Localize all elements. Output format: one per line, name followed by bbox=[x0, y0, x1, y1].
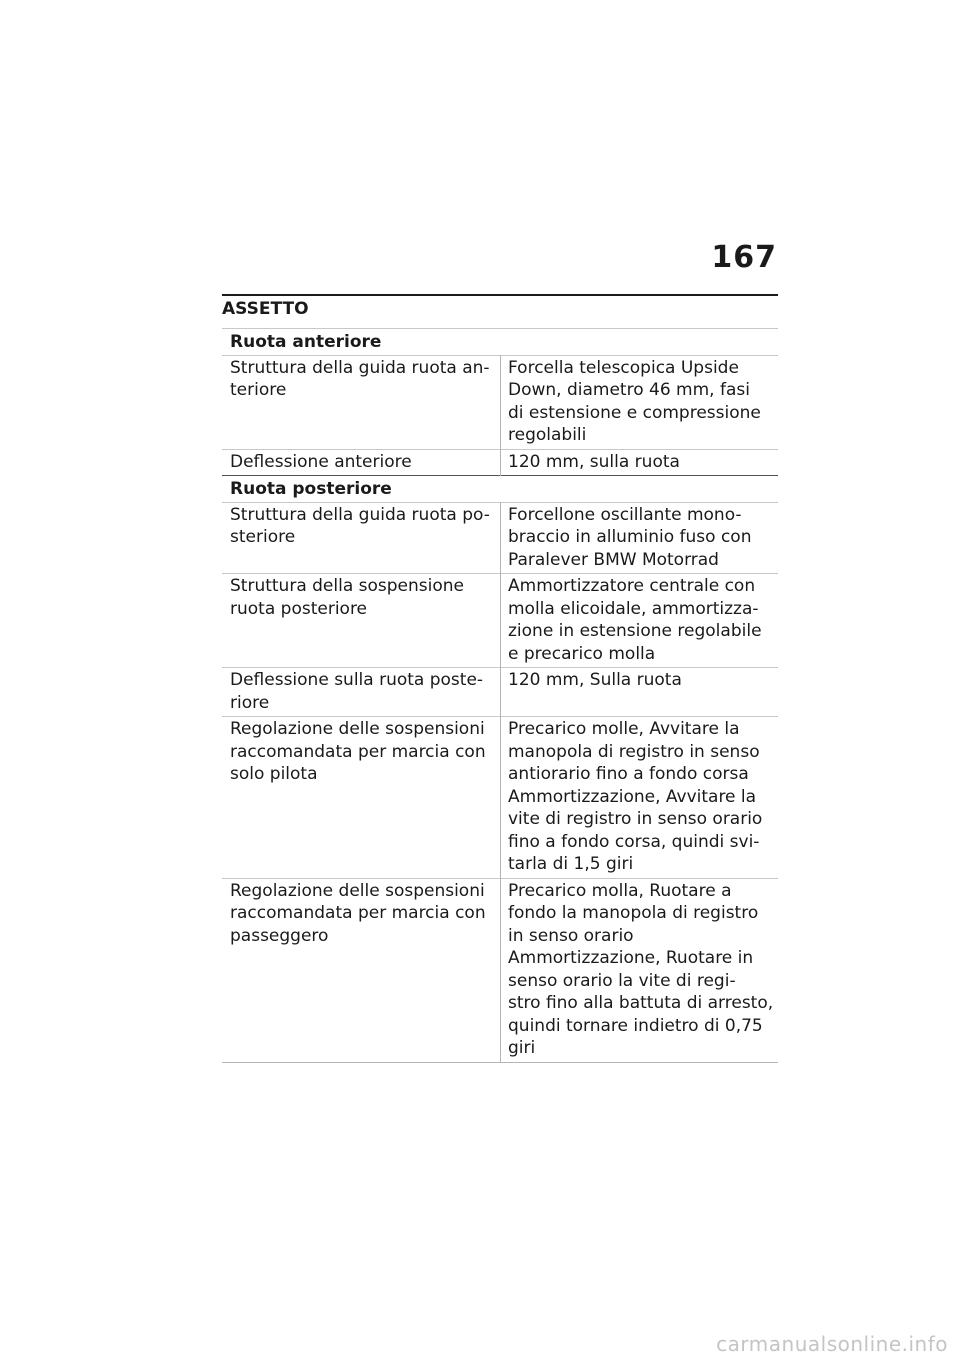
row-label: Regolazione delle sospensioni raccomandata per marcia con passeggero bbox=[230, 880, 486, 946]
row-value: Ammortizzatore centrale con molla elicoidale, ammortizza- zione in estensione regolabile e precarico molla bbox=[501, 574, 779, 668]
row-value: Forcella telescopica Upside Down, diametro 46 mm, fasi di estensione e compressione regolabili bbox=[501, 355, 779, 449]
row-value: Precarico molla, Ruotare a fondo la manopola di registro in senso orario Ammortizzazione, Ruotare in senso orario la vite di regi- stro fino alla battuta di arresto, quindi tornare indietro di 0,75 giri bbox=[501, 878, 779, 1062]
table-row bbox=[222, 574, 778, 668]
row-label: Deflessione anteriore bbox=[230, 451, 412, 472]
row-label: Struttura della sospensione ruota posteriore bbox=[230, 576, 465, 619]
row-label: Struttura della guida ruota po- steriore bbox=[230, 504, 490, 547]
section-title: ASSETTO bbox=[222, 294, 778, 319]
row-value: Precarico molle, Avvitare la manopola di registro in senso antiorario fino a fondo corsa Ammortizzazione, Avvitare la vite di registro in senso orario fino a fondo corsa, quindi svi- tarla di 1,5 giri bbox=[501, 717, 779, 879]
row-label: Regolazione delle sospensioni raccomandata per marcia con solo pilota bbox=[230, 719, 486, 784]
row-value: 120 mm, sulla ruota bbox=[501, 449, 779, 476]
table-row bbox=[222, 449, 778, 476]
spec-table-body bbox=[222, 329, 778, 1063]
group-header-front-wheel bbox=[222, 329, 778, 356]
group-header-rear-wheel bbox=[222, 476, 778, 503]
spec-table bbox=[222, 328, 778, 1063]
row-label: Struttura della guida ruota an- teriore bbox=[230, 357, 490, 400]
table-row bbox=[222, 668, 778, 717]
table-row bbox=[222, 355, 778, 449]
row-value: Forcellone oscillante mono- braccio in alluminio fuso con Paralever BMW Motorrad bbox=[501, 502, 779, 574]
table-row bbox=[222, 878, 778, 1062]
group-title: Ruota anteriore bbox=[230, 332, 382, 352]
row-label: Deflessione sulla ruota poste- riore bbox=[230, 670, 484, 713]
watermark: carmanualsonline.info bbox=[716, 1332, 948, 1356]
row-value: 120 mm, Sulla ruota bbox=[501, 668, 779, 717]
table-row bbox=[222, 717, 778, 879]
group-title: Ruota posteriore bbox=[230, 479, 392, 499]
page-number: 167 bbox=[711, 240, 777, 275]
table-row bbox=[222, 502, 778, 574]
